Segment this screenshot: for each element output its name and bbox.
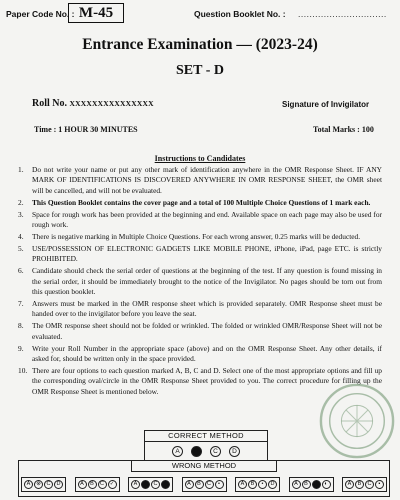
roll-value: XXXXXXXXXXXXXXX: [69, 99, 154, 108]
option-bubble: A: [78, 480, 87, 489]
option-bubble: C: [210, 446, 221, 457]
option-bubble: C: [44, 480, 53, 489]
instruction-number: 6.: [18, 266, 24, 276]
option-bubble: B: [302, 480, 311, 489]
wrong-example-group: [21, 477, 66, 492]
option-bubble: A: [131, 480, 140, 489]
university-seal-icon: [318, 382, 396, 460]
wrong-method-bubbles: [19, 472, 389, 496]
option-bubble: •: [215, 480, 224, 489]
option-bubble: ✓: [108, 480, 117, 489]
signature-label: Signature of Invigilator: [282, 100, 370, 109]
wrong-example-group: [75, 477, 120, 492]
instruction-item: [18, 344, 382, 365]
instruction-number: 9.: [18, 343, 24, 353]
instruction-item: [18, 321, 382, 342]
roll-number: [32, 98, 154, 109]
instruction-number: 1.: [18, 165, 24, 174]
instruction-text: This Question Booklet contains the cover page and a total of 100 Multiple Choice Questions of 1 mark each.: [32, 197, 371, 207]
instructions-list: [18, 165, 382, 399]
instruction-number: 2.: [18, 197, 24, 207]
instruction-number: 4.: [18, 231, 24, 241]
total-marks: Total Marks : 100: [313, 125, 374, 134]
instruction-item: [18, 232, 382, 242]
option-bubble: C: [98, 480, 107, 489]
option-bubble: [161, 480, 170, 489]
wrong-example-group: [342, 477, 387, 492]
instruction-text: There is negative marking in Multiple Choice Questions. For each wrong answer, 0.25 marks will be deducted.: [32, 231, 361, 241]
instruction-number: 8.: [18, 321, 24, 331]
option-bubble: B: [195, 480, 204, 489]
instruction-text: USE/POSSESSION OF ELECTRONIC GADGETS LIKE MOBILE PHONE, iPhone, iPad, page ETC. is strictly PROHIBITED.: [32, 243, 382, 264]
option-bubble: A: [185, 480, 194, 489]
instruction-number: 10.: [18, 365, 28, 375]
instruction-item: [18, 299, 382, 320]
instruction-item: [18, 198, 382, 208]
wrong-method-label: WRONG METHOD: [131, 461, 277, 472]
option-bubble: B: [248, 480, 257, 489]
exam-duration: Time : 1 HOUR 30 MINUTES: [34, 125, 138, 134]
booklet-number-label: Question Booklet No. :: [194, 9, 286, 19]
roll-label: Roll No.: [32, 98, 67, 109]
correct-method-bubbles: [145, 442, 267, 460]
wrong-example-group: [235, 477, 280, 492]
option-bubble: D: [229, 446, 240, 457]
option-bubble: A: [292, 480, 301, 489]
wrong-example-group: [289, 477, 334, 492]
option-bubble: A: [172, 446, 183, 457]
option-bubble: C: [205, 480, 214, 489]
instruction-text: Do not write your name or put any other mark of identification anywhere in the OMR Response Sheet. IF ANY MARK OF IDENTIFICATIONS IS DISCOVERED ANYWHERE IN OMR RESPONSE SHEET, the OMR sheet will be cancelled, and will not be evaluated.: [32, 165, 382, 195]
instruction-text: The OMR response sheet should not be folded or wrinkled. The folded or wrinkled OMR/Response Sheet will not be evaluated.: [32, 321, 382, 341]
exam-set: SET - D: [176, 63, 224, 78]
option-bubble: ▪: [375, 480, 384, 489]
instruction-number: 3.: [18, 209, 24, 219]
booklet-number-blank: ...............................: [298, 9, 387, 19]
option-bubble: C: [151, 480, 160, 489]
instruction-number: 7.: [18, 298, 24, 308]
option-bubble: ⊗: [34, 480, 43, 489]
instruction-text: Space for rough work has been provided at the beginning and end. Available space on each page may also be used for rough work.: [32, 209, 382, 230]
option-bubble: [141, 480, 150, 489]
correct-method-label: CORRECT METHOD: [145, 431, 267, 442]
option-bubble: B: [88, 480, 97, 489]
option-bubble: B: [191, 446, 202, 457]
paper-code-label: Paper Code No. :: [6, 9, 75, 19]
instruction-item: [18, 244, 382, 265]
option-bubble: A: [238, 480, 247, 489]
instruction-item: [18, 210, 382, 231]
instruction-number: 5.: [18, 243, 24, 253]
option-bubble: [312, 480, 321, 489]
wrong-example-group: [128, 477, 173, 492]
option-bubble: C: [365, 480, 374, 489]
instruction-item: [18, 266, 382, 297]
exam-title: Entrance Examination — (2023-24): [82, 36, 318, 53]
instruction-text: Write your Roll Number in the appropriate space (above) and on the OMR Response Sheet. Any other details, if asked for, should be written only in the space provided.: [32, 343, 382, 363]
instruction-text: Candidate should check the serial order of questions at the beginning of the test. If any question is found missing in the serial order, it should be immediately brought to the notice of the Invigilator. No pages should be torn out from this question booklet.: [32, 266, 382, 296]
instruction-text: There are four options to each question marked A, B, C and D. Select one of the most appropriate options and fill up the corresponding oval/circle in the OMR Response Sheet provided to you. The correct procedure for filling up the OMR Response Sheet is mentioned below.: [32, 365, 382, 396]
instruction-text: Answers must be marked in the OMR response sheet which is provided separately. OMR Response sheet must be handed over to the invigilator before you leave the seat.: [32, 298, 382, 319]
instructions-heading: Instructions to Candidates: [154, 154, 246, 163]
correct-method-box: [144, 430, 268, 461]
option-bubble: A: [345, 480, 354, 489]
wrong-method-box: [18, 460, 390, 497]
option-bubble: B: [355, 480, 364, 489]
paper-code-box: M-45: [68, 3, 124, 23]
wrong-example-group: [182, 477, 227, 492]
instruction-item: [18, 165, 382, 196]
header: [6, 3, 392, 25]
option-bubble: •: [258, 480, 267, 489]
option-bubble: D: [268, 480, 277, 489]
option-bubble: ◐: [322, 480, 331, 489]
option-bubble: D: [54, 480, 63, 489]
option-bubble: A: [24, 480, 33, 489]
